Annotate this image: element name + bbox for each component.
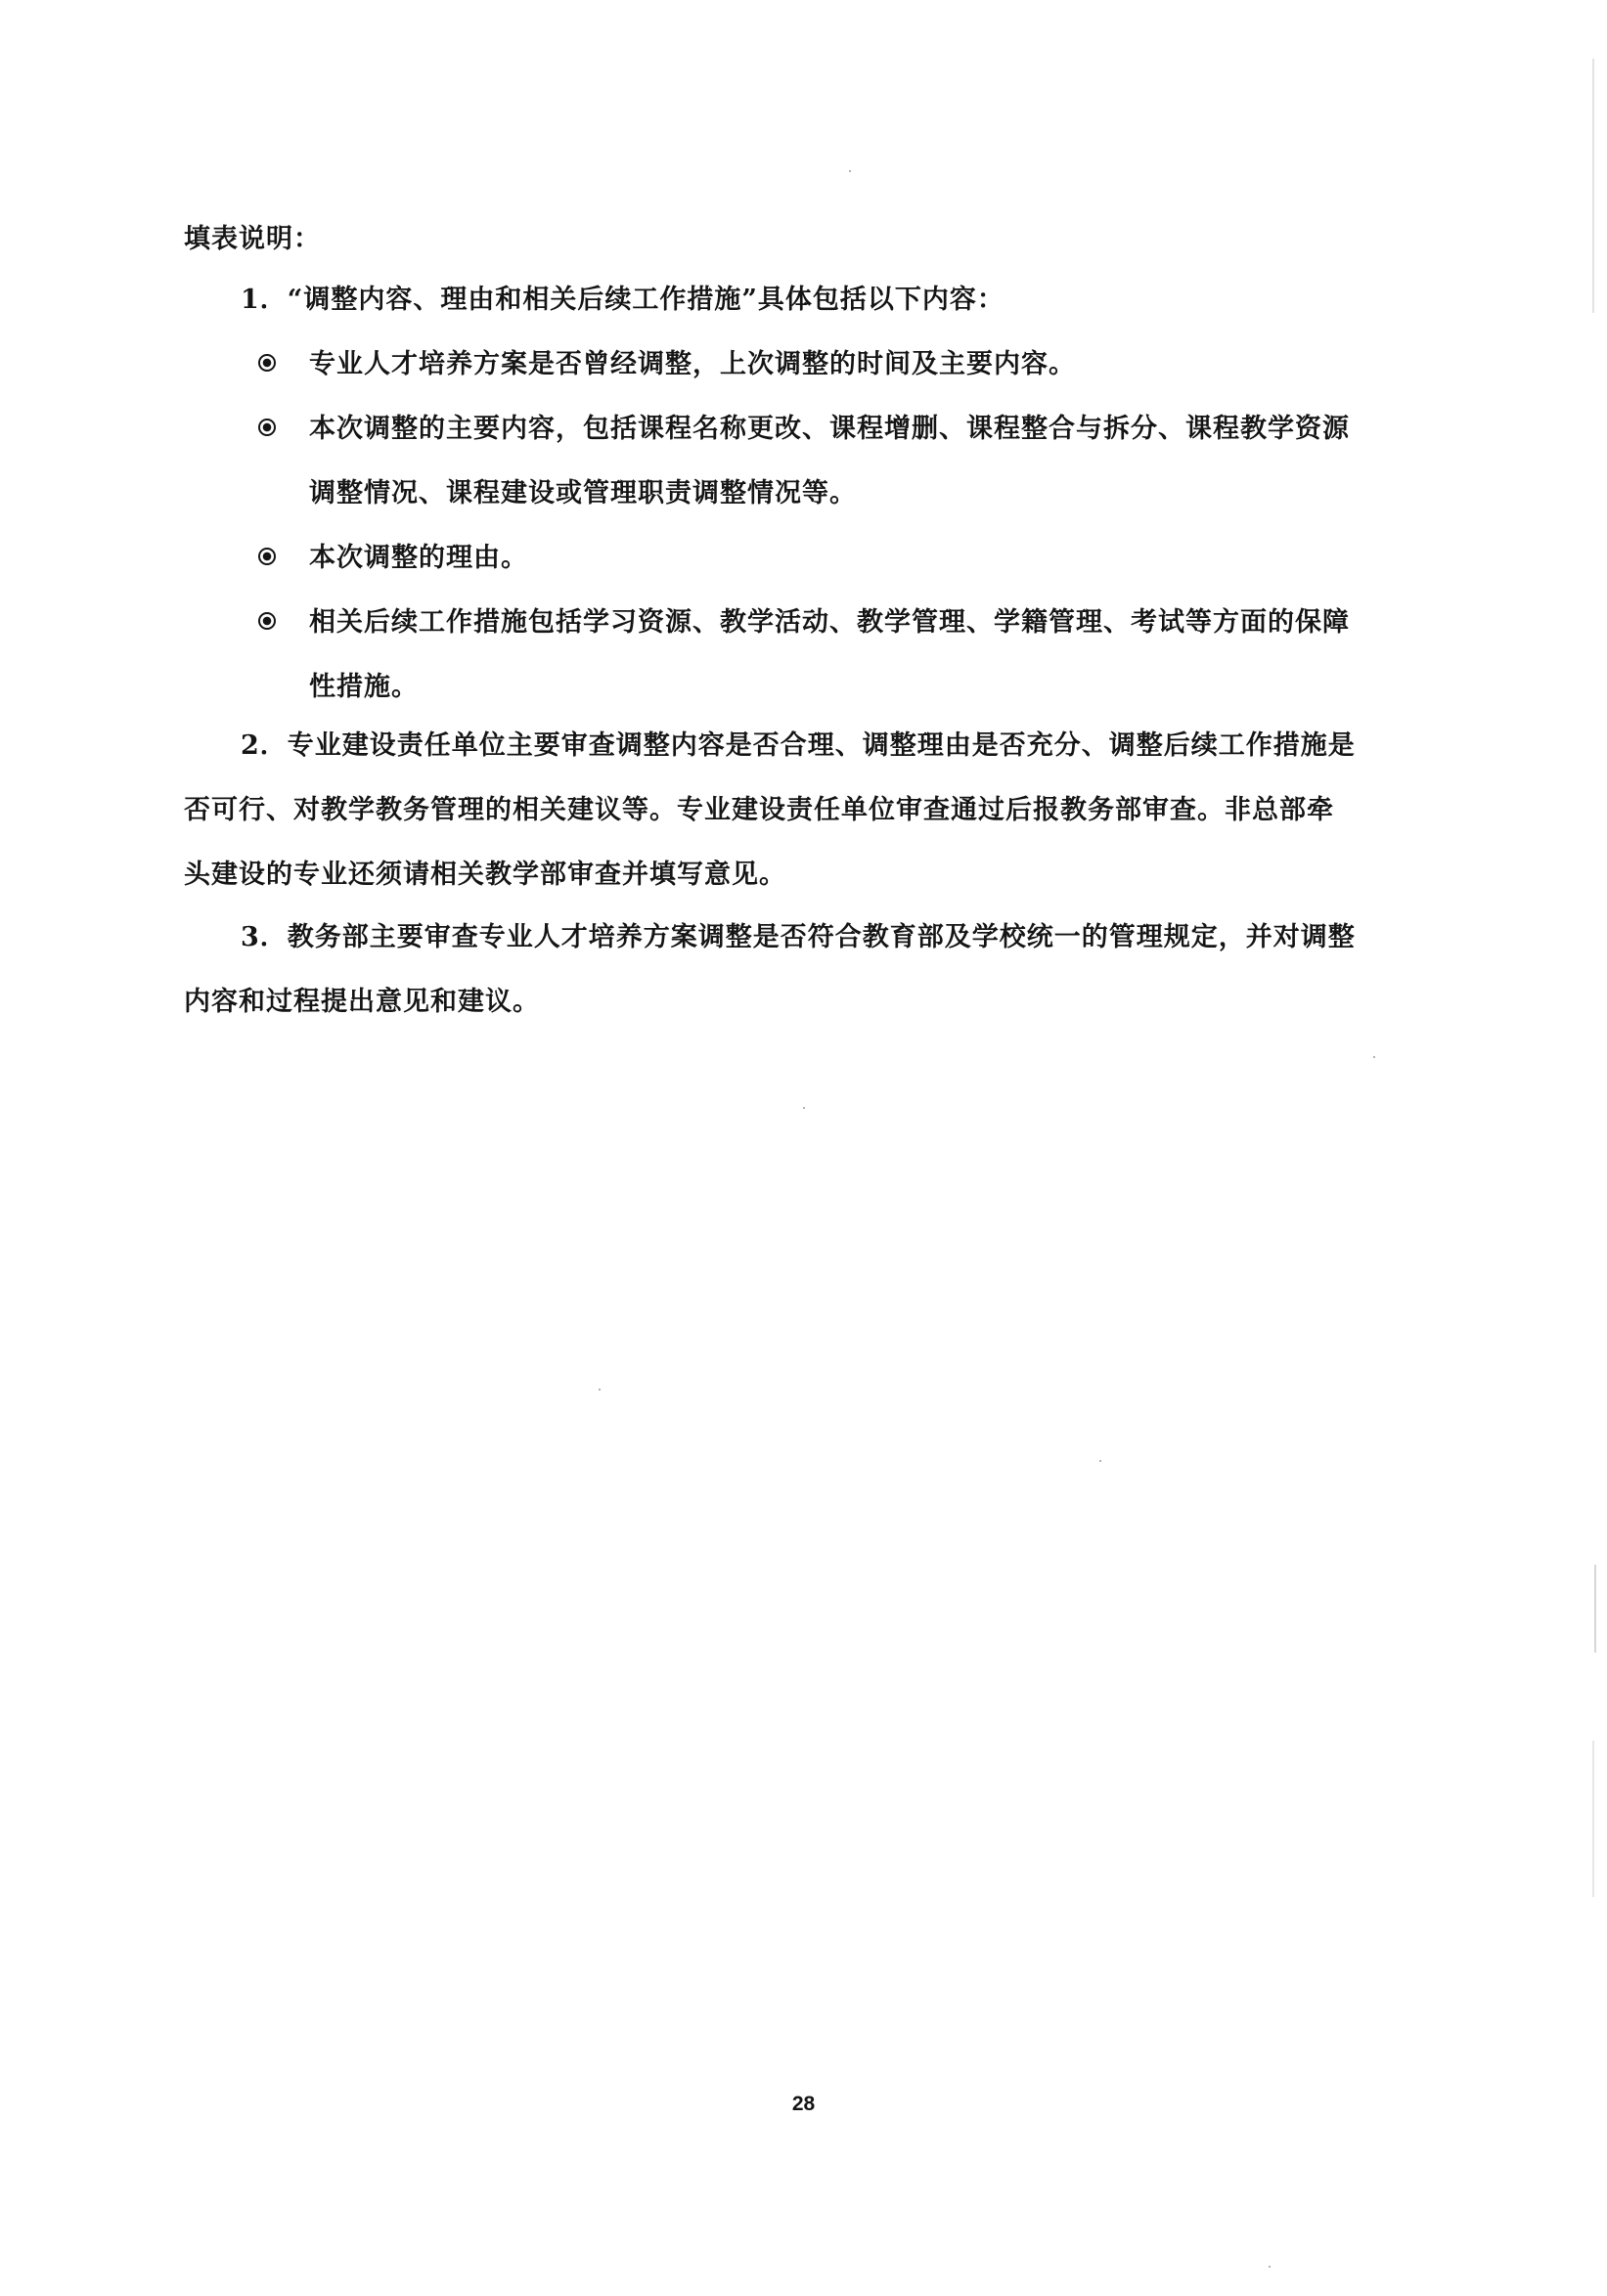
circled-bullet-icon [258, 612, 276, 630]
circled-bullet-icon [258, 419, 276, 436]
bullet-item-4 [258, 591, 1363, 720]
scan-speck [1099, 1460, 1101, 1462]
scan-speck [1269, 2266, 1271, 2268]
bullet-text: 本次调整的理由。 [309, 543, 528, 573]
bullet-item-2 [258, 397, 1363, 526]
scan-speck [803, 1107, 805, 1109]
instruction-item-3: 3．教务部主要审查专业人才培养方案调整是否符合教育部及学校统一的管理规定，并对调整内容和过程提出意见和建议。 [184, 922, 1356, 1017]
bullet-item-3 [258, 526, 1363, 591]
scan-edge-mark [1592, 59, 1594, 313]
scan-speck [849, 170, 851, 172]
instruction-item-2: 2．专业建设责任单位主要审查调整内容是否合理、调整理由是否充分、调整后续工作措施是否可行、对教学教务管理的相关建议等。专业建设责任单位审查通过后报教务部审查。非总部牵头建设的专业还须请相关教学部审查并填写意见。 [184, 730, 1356, 890]
scan-speck [599, 1389, 601, 1391]
bullet-text: 本次调整的主要内容，包括课程名称更改、课程增删、课程整合与拆分、课程教学资源调整情况、课程建设或管理职责调整情况等。 [309, 414, 1350, 508]
bullet-text: 相关后续工作措施包括学习资源、教学活动、教学管理、学籍管理、考试等方面的保障性措施。 [309, 607, 1350, 702]
page-number: 28 [791, 2093, 816, 2115]
form-instructions-heading: 填表说明： [184, 224, 321, 254]
circled-bullet-icon [258, 548, 276, 565]
bullet-text: 专业人才培养方案是否曾经调整，上次调整的时间及主要内容。 [309, 349, 1076, 379]
scan-speck [1373, 1056, 1375, 1058]
scan-edge-mark [1594, 1565, 1596, 1653]
circled-bullet-icon [258, 354, 276, 372]
scan-edge-mark [1592, 1741, 1594, 1897]
instruction-item-1: 1．“调整内容、理由和相关后续工作措施”具体包括以下内容： [241, 285, 1004, 315]
bullet-item-1 [258, 332, 1363, 397]
